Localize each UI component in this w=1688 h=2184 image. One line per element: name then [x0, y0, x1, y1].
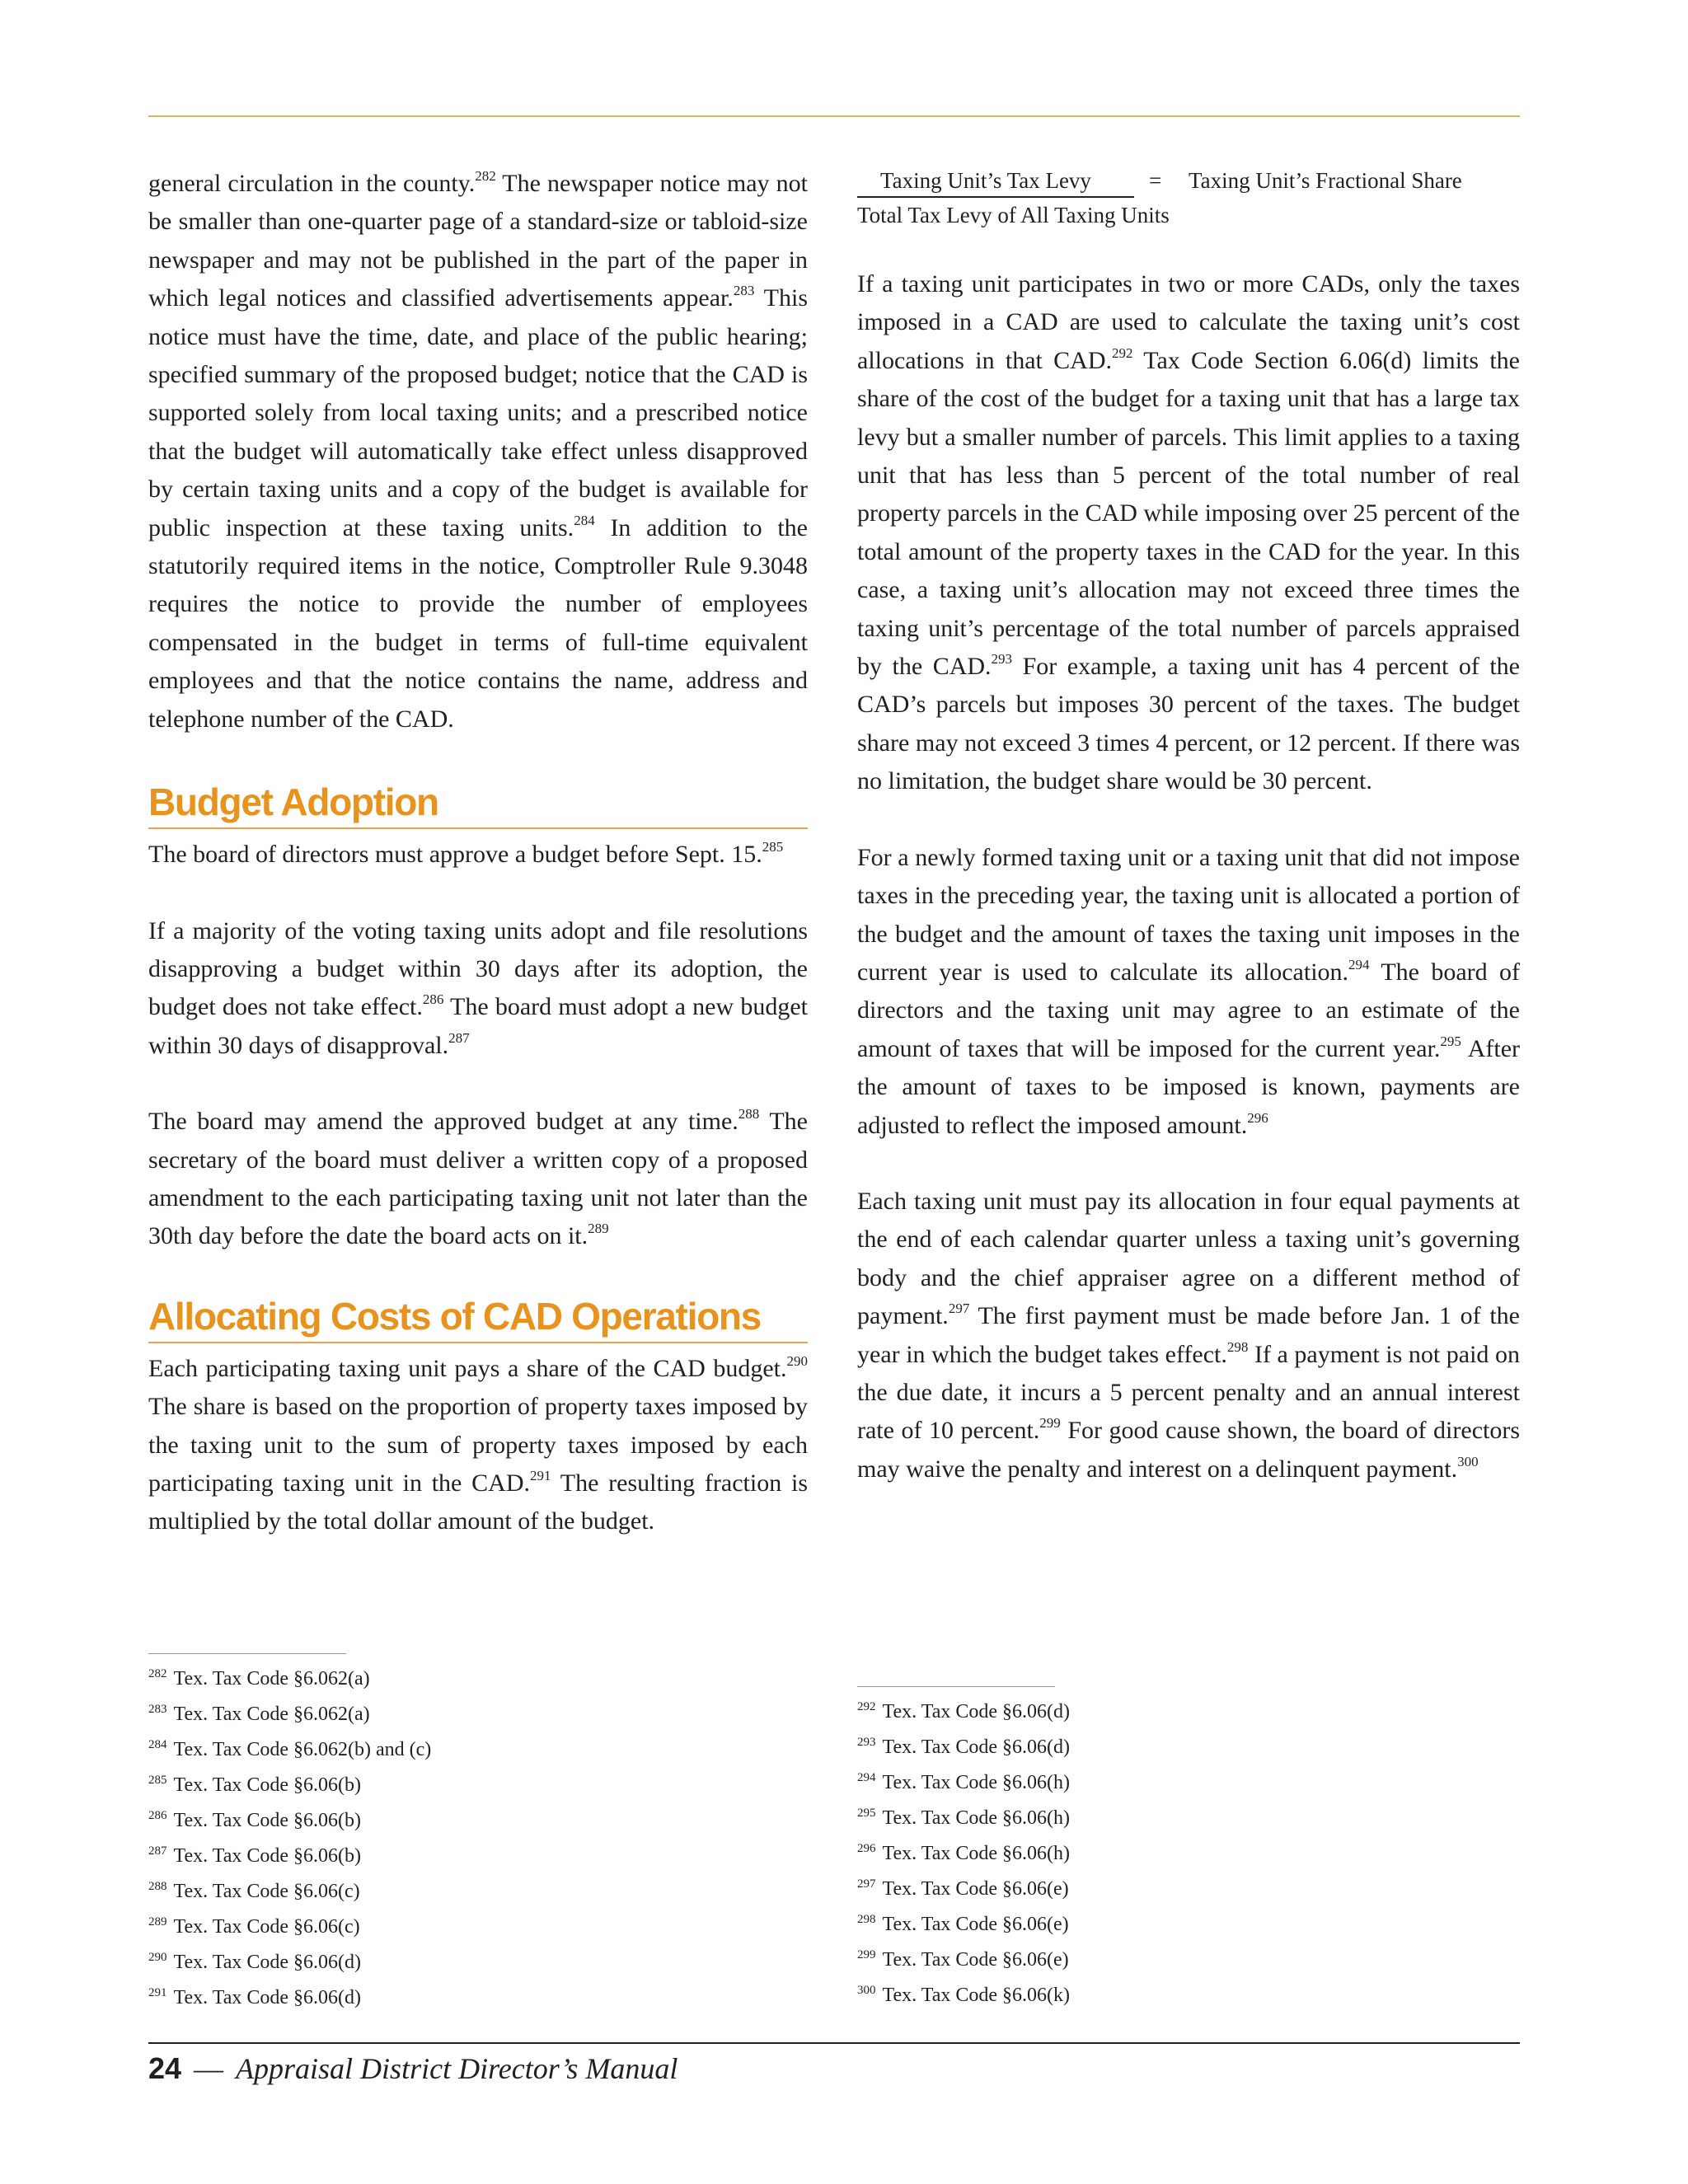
footnote-number: 289 [148, 1915, 167, 1929]
footnote [857, 1979, 1070, 2014]
footnote [857, 1837, 1070, 1872]
heading-allocating-costs: Allocating Costs of CAD Operations [148, 1292, 808, 1343]
footnote-number: 292 [857, 1700, 876, 1713]
footnote [148, 1769, 431, 1804]
text-run: general circulation in the county. [148, 170, 476, 197]
footnote [148, 1698, 431, 1733]
text-run: The first payment must be made before Jan. 1 of the year in which the budget takes effect. [857, 1302, 1520, 1368]
footnote-number: 284 [148, 1738, 167, 1751]
footnote-number: 299 [857, 1948, 876, 1961]
top-rule [148, 115, 1520, 117]
fraction-bar [857, 196, 1134, 198]
footnote [148, 1662, 431, 1698]
footnote-text: Tex. Tax Code §6.06(e) [882, 1878, 1069, 1900]
footnote-ref[interactable]: 282 [475, 168, 496, 184]
footnote-text: Tex. Tax Code §6.06(d) [173, 1952, 361, 1973]
formula-equals: = [1149, 168, 1162, 193]
footnote-text: Tex. Tax Code §6.06(b) [173, 1810, 361, 1831]
paragraph-approve-budget [148, 836, 808, 874]
paragraph-amend-budget [148, 1103, 808, 1256]
text-run: The newspaper notice may not be smaller than one-quarter page of a standard-size or tabloid-size newspaper and may not be published in the part of the paper in which legal notices and classified advertisements appear. [148, 170, 808, 312]
text-run: The board may amend the approved budget at any time. [148, 1108, 738, 1136]
text-run: After the amount of taxes to be imposed is known, payments are adjusted to reflect the imposed amount. [857, 1034, 1521, 1139]
footnote-rule [148, 1653, 346, 1654]
text-run: For a newly formed taxing unit or a taxing unit that did not impose taxes in the preceding year, the taxing unit is allocated a portion of the budget and the amount of taxes the taxing unit imposes in the current year is used to calculate its allocation. [857, 843, 1520, 986]
text-run: The secretary of the board must deliver a written copy of a proposed amendment to the each participating taxing unit not later than the 30th day before the date the board acts on it. [148, 1108, 808, 1250]
footnote-text: Tex. Tax Code §6.06(d) [882, 1736, 1070, 1758]
right-column [857, 165, 1520, 1488]
paragraph-disapproval [148, 912, 808, 1066]
footnote [857, 1872, 1070, 1908]
paragraph-share-of-budget [148, 1350, 808, 1541]
footnote [148, 1804, 431, 1840]
footnote-ref[interactable]: 288 [738, 1106, 760, 1122]
footnote-ref[interactable]: 285 [762, 839, 784, 855]
text-run: In addition to the statutorily required items in the notice, Comptroller Rule 9.3048 requires the notice to provide the number of employees compensated in the budget in terms of full-time equivalent employees and that the notice contains the name, address and telephone number of the CAD. [148, 513, 808, 733]
text-run: For good cause shown, the board of directors may waive the penalty and interest on a delinquent payment. [857, 1417, 1521, 1483]
footnote-text: Tex. Tax Code §6.06(d) [173, 1987, 361, 2008]
footnote-text: Tex. Tax Code §6.06(e) [882, 1949, 1069, 1971]
footnote-number: 295 [857, 1807, 876, 1820]
footnote-text: Tex. Tax Code §6.06(h) [882, 1843, 1070, 1864]
left-column [148, 165, 808, 1541]
heading-budget-adoption: Budget Adoption [148, 778, 808, 829]
footnote-number: 296 [857, 1842, 876, 1855]
footnote-ref[interactable]: 292 [1111, 344, 1133, 361]
footnote-ref[interactable]: 296 [1247, 1109, 1268, 1126]
paragraph-newspaper-notice [148, 165, 808, 738]
footnote-ref[interactable]: 299 [1039, 1415, 1061, 1432]
footnote-text: Tex. Tax Code §6.062(a) [173, 1704, 370, 1725]
footnote [148, 1946, 431, 1981]
text-run: Each participating taxing unit pays a share of the CAD budget. [148, 1354, 787, 1382]
footnote-text: Tex. Tax Code §6.06(d) [882, 1701, 1070, 1722]
footnote-ref[interactable]: 297 [948, 1301, 970, 1317]
footnote-number: 291 [148, 1986, 167, 1999]
footnote-rule [857, 1686, 1055, 1687]
footnote [857, 1695, 1070, 1731]
footnote-text: Tex. Tax Code §6.06(h) [882, 1772, 1070, 1793]
footnote-ref[interactable]: 284 [574, 512, 595, 528]
footnote-ref[interactable]: 295 [1440, 1033, 1461, 1049]
footnote-number: 288 [148, 1880, 167, 1893]
footnote-ref[interactable]: 293 [991, 651, 1013, 668]
footnote [148, 1875, 431, 1910]
footnote [857, 1766, 1070, 1802]
formula-result: Taxing Unit’s Fractional Share [1189, 168, 1462, 193]
footnote-number: 293 [857, 1736, 876, 1749]
footnote [857, 1731, 1070, 1766]
footnote-list [857, 1695, 1070, 2014]
footnote [857, 1802, 1070, 1837]
footnote-number: 290 [148, 1951, 167, 1964]
footnote-ref[interactable]: 290 [786, 1352, 808, 1369]
footnote [857, 1908, 1070, 1943]
manual-title: Appraisal District Director’s Manual [236, 2052, 678, 2085]
footnotes-left [148, 1653, 431, 2017]
fraction-formula [857, 165, 1520, 239]
text-run: If a payment is not paid on the due date, it incurs a 5 percent penalty and an annual interest rate of 10 percent. [857, 1340, 1521, 1445]
footnote-text: Tex. Tax Code §6.062(b) and (c) [173, 1739, 432, 1760]
footnote-ref[interactable]: 289 [588, 1221, 609, 1237]
footnote-ref[interactable]: 283 [733, 283, 755, 299]
footnote-number: 294 [857, 1771, 876, 1784]
footnote-text: Tex. Tax Code §6.06(c) [173, 1916, 360, 1938]
text-run: The share is based on the proportion of property taxes imposed by the taxing unit to the sum of property taxes imposed by each participating taxing unit in the CAD. [148, 1393, 808, 1497]
text-run: If a majority of the voting taxing units adopt and file resolutions disapproving a budget within 30 days after its adoption, the budget does not take effect. [148, 916, 808, 1021]
text-run: The board of directors and the taxing unit may agree to an estimate of the amount of taxes that will be imposed for the current year. [857, 958, 1520, 1062]
footnote-text: Tex. Tax Code §6.06(e) [882, 1914, 1069, 1935]
text-run: The board must adopt a new budget within 30 days of disapproval. [148, 993, 808, 1059]
footnote-text: Tex. Tax Code §6.06(k) [882, 1985, 1070, 2006]
page-footer [148, 2049, 678, 2088]
footnote-list [148, 1662, 431, 2017]
footnote-number: 282 [148, 1667, 167, 1680]
footnote [148, 1840, 431, 1875]
bottom-rule [148, 2042, 1520, 2044]
paragraph-new-taxing-unit [857, 839, 1520, 1145]
footnotes-right [857, 1686, 1070, 2014]
paragraph-payments [857, 1183, 1520, 1488]
text-run: Tax Code Section 6.06(d) limits the share of the cost of the budget for a taxing unit that has a large tax levy but a smaller number of parcels. This limit applies to a taxing unit that has less than 5 percent of the total number of real property parcels in the CAD while imposing over 25 percent of the total amount of the property taxes in the CAD for the year. In this case, a taxing unit’s allocation may not exceed three times the taxing unit’s percentage of the total number of parcels appraised by the CAD. [857, 346, 1520, 681]
footnote [148, 1733, 431, 1769]
footnote-number: 297 [857, 1877, 876, 1891]
footnote [148, 1981, 431, 2017]
footnote-text: Tex. Tax Code §6.06(c) [173, 1881, 360, 1902]
footnote-ref[interactable]: 300 [1457, 1453, 1479, 1469]
footnote-text: Tex. Tax Code §6.06(b) [173, 1845, 361, 1867]
footnote-number: 300 [857, 1984, 876, 1997]
formula-denominator: Total Tax Levy of All Taxing Units [857, 203, 1170, 227]
text-run: The board of directors must approve a budget before Sept. 15. [148, 841, 762, 869]
paragraph-two-cads [857, 265, 1520, 801]
footnote [148, 1910, 431, 1946]
text-run: The resulting fraction is multiplied by the total dollar amount of the budget. [148, 1469, 808, 1535]
footnote-text: Tex. Tax Code §6.06(b) [173, 1774, 361, 1796]
footnote [857, 1943, 1070, 1979]
formula-numerator: Taxing Unit’s Tax Levy [880, 168, 1091, 193]
footnote-ref[interactable]: 298 [1226, 1338, 1249, 1355]
footnote-number: 287 [148, 1844, 167, 1858]
text-run: Each taxing unit must pay its allocation in four equal payments at the end of each calendar quarter unless a taxing unit’s governing body and the chief appraiser agree on a different method of payment. [857, 1187, 1520, 1330]
footnote-number: 286 [148, 1809, 167, 1822]
footer-dash: — [194, 2052, 224, 2085]
footnote-text: Tex. Tax Code §6.062(a) [173, 1668, 370, 1690]
text-run: If a taxing unit participates in two or more CADs, only the taxes imposed in a CAD are used to calculate the taxing unit’s cost allocations in that CAD. [857, 270, 1520, 374]
footnote-number: 298 [857, 1913, 876, 1926]
footnote-number: 285 [148, 1774, 167, 1787]
text-run: This notice must have the time, date, and place of the public hearing; specified summary of the proposed budget; notice that the CAD is supported solely from local taxing units; and a prescribed notice that the budget will automatically take effect unless disapproved by certain taxing units and a copy of the budget is available for public inspection at these taxing units. [148, 284, 809, 541]
footnote-text: Tex. Tax Code §6.06(h) [882, 1807, 1070, 1829]
footnote-ref[interactable]: 287 [448, 1029, 470, 1046]
page-number: 24 [148, 2051, 182, 2085]
footnote-ref[interactable]: 286 [422, 991, 444, 1008]
footnote-ref[interactable]: 294 [1348, 956, 1370, 972]
footnote-ref[interactable]: 291 [530, 1467, 551, 1483]
text-run: For example, a taxing unit has 4 percent of the CAD’s parcels but imposes 30 percent of the taxes. The budget share may not exceed 3 times 4 percent, or 12 percent. If there was no limitation, the budget share would be 30 percent. [857, 653, 1520, 795]
footnote-number: 283 [148, 1703, 167, 1716]
